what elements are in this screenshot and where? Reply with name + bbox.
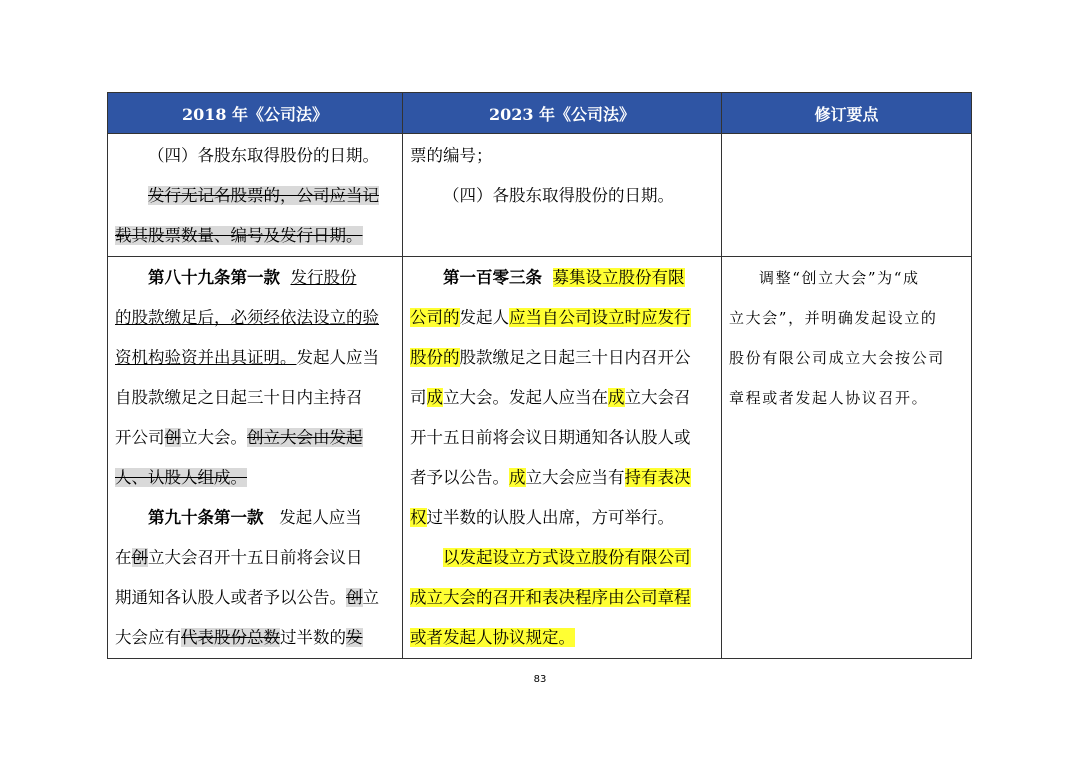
- text-run: 过半数的: [280, 628, 346, 647]
- deleted-text: 创: [164, 428, 181, 447]
- text-run: 司: [410, 388, 427, 407]
- text-run: 立大会召开十五日前将会议日: [148, 548, 363, 567]
- text-line: [115, 338, 396, 378]
- deleted-text: 发行无记名股票的，公司应当记: [148, 186, 379, 205]
- deleted-text: 创: [346, 588, 363, 607]
- note-line: 股份有限公司成立大会按公司: [729, 349, 945, 367]
- text-line: [410, 538, 715, 578]
- page-number: 83: [533, 674, 547, 685]
- text-line: [410, 458, 715, 498]
- underlined-text: 发行股份: [290, 268, 357, 287]
- text-line: [410, 298, 715, 338]
- text-line: [115, 538, 396, 578]
- text-line: [410, 498, 715, 538]
- article-103-title: 第一百零三条: [443, 268, 542, 287]
- text-line: [115, 618, 396, 658]
- text-line: [115, 458, 396, 498]
- text-line: （四）各股东取得股份的日期。: [148, 146, 379, 165]
- text-line: [115, 216, 396, 256]
- highlighted-text: 权: [410, 508, 427, 527]
- highlighted-text: 持有表决: [624, 468, 691, 487]
- text-run: 立大会召: [624, 388, 691, 407]
- note-line: 章程或者发起人协议召开。: [729, 389, 929, 407]
- highlighted-text: 公司的: [410, 308, 460, 327]
- text-run: 立大会应当有: [525, 468, 625, 487]
- text-run: 发起人应当: [279, 508, 362, 527]
- text-run: 发起人应当: [296, 348, 379, 367]
- article-89-title: 第八十九条第一款: [148, 268, 280, 287]
- text-run: 股款缴足之日起三十日内召开公: [459, 348, 691, 367]
- text-run: 立大会。: [181, 428, 247, 447]
- highlighted-text: 成: [509, 468, 526, 487]
- text-run: 期通知各认股人或者予以公告。: [115, 588, 346, 607]
- text-line: （四）各股东取得股份的日期。: [443, 186, 674, 205]
- highlighted-text: 股份的: [410, 348, 460, 367]
- text-run: 在: [115, 548, 132, 567]
- text-line: 票的编号；: [410, 146, 493, 165]
- note-line: 立大会”，并明确发起设立的: [729, 309, 938, 327]
- highlighted-text: 募集设立股份有限: [552, 268, 685, 287]
- text-run: 发起人: [459, 308, 509, 327]
- text-line: [115, 298, 396, 338]
- text-line: [410, 258, 715, 298]
- table-row: [108, 134, 972, 257]
- highlighted-text: 成: [426, 388, 443, 407]
- highlighted-text: 成: [608, 388, 625, 407]
- text-line: [115, 418, 396, 458]
- text-line: [115, 176, 396, 216]
- text-run: 开公司: [115, 428, 165, 447]
- header-2018-law: 2018 年《公司法》: [108, 93, 403, 134]
- cell-notes: [722, 134, 972, 257]
- cell-2023: [403, 134, 722, 257]
- text-run: 过半数的认股人出席，方可举行。: [426, 508, 674, 527]
- deleted-text: 载其股票数量、编号及发行日期。: [115, 226, 363, 245]
- article-90-title: 第九十条第一款: [148, 508, 264, 527]
- table-row: [108, 257, 972, 659]
- underlined-text: 的股款缴足后，必须经依法设立的验: [115, 308, 379, 327]
- text-run: 立大会。发起人应当在: [443, 388, 608, 407]
- note-line: 调整“创立大会”为“成: [759, 269, 920, 287]
- deleted-text: 创立大会由发起: [247, 428, 363, 447]
- highlighted-text: 以发起设立方式设立股份有限公司: [443, 548, 691, 567]
- table-header-row: [108, 93, 972, 134]
- text-run: 者予以公告。: [410, 468, 509, 487]
- deleted-text: 创: [131, 548, 148, 567]
- text-line: [115, 498, 396, 538]
- header-2023-law: 2023 年《公司法》: [403, 93, 722, 134]
- highlighted-text: 应当自公司设立时应发行: [509, 308, 691, 327]
- deleted-text: 人、认股人组成。: [115, 468, 247, 487]
- text-line: [410, 618, 715, 658]
- text-line: [410, 378, 715, 418]
- cell-2018: [108, 257, 403, 659]
- deleted-text: 发: [346, 628, 363, 647]
- text-run: 大会应有: [115, 628, 181, 647]
- cell-2023: [403, 257, 722, 659]
- highlighted-text: 成立大会的召开和表决程序由公司章程: [410, 588, 691, 607]
- text-line: [115, 258, 396, 298]
- text-line: 开十五日前将会议日期通知各认股人或: [410, 428, 691, 447]
- text-line: [115, 578, 396, 618]
- cell-notes: [722, 257, 972, 659]
- text-line: [410, 338, 715, 378]
- header-revision-points: 修订要点: [722, 93, 972, 134]
- comparison-table: [107, 92, 972, 659]
- underlined-text: 资机构验资并出具证明。: [115, 348, 297, 367]
- text-line: 自股款缴足之日起三十日内主持召: [115, 388, 363, 407]
- highlighted-text: 或者发起人协议规定。: [410, 628, 575, 647]
- deleted-text: 代表股份总数: [181, 628, 280, 647]
- text-run: 立: [362, 588, 379, 607]
- text-line: [410, 578, 715, 618]
- cell-2018: [108, 134, 403, 257]
